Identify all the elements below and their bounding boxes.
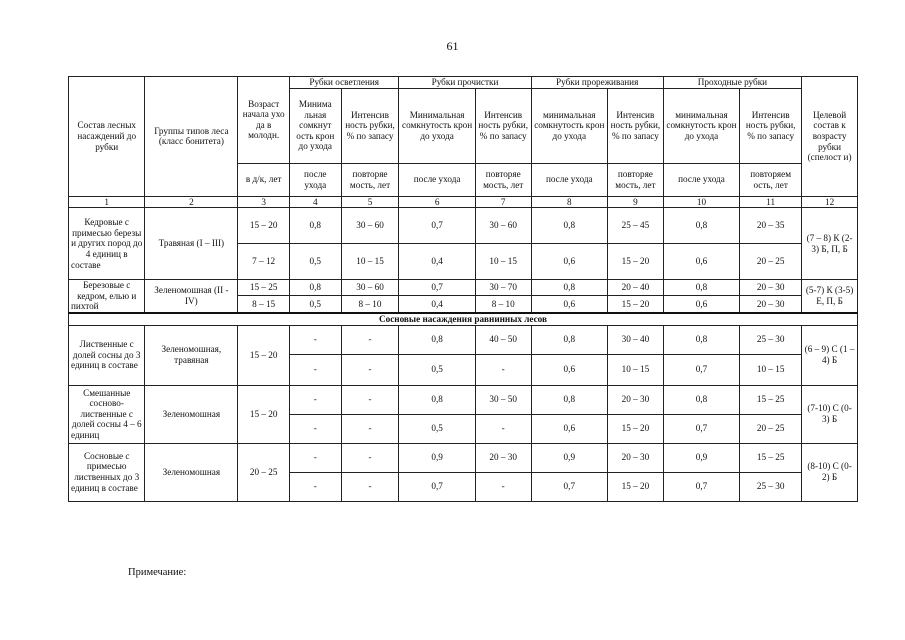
cell-value: 0,8 <box>663 325 739 354</box>
col-number: 6 <box>399 196 475 208</box>
header-c9-top: Интенсив ность рубки, % по запасу <box>608 88 664 163</box>
cell-value: 20 – 40 <box>608 280 664 296</box>
cell-value: 8 – 10 <box>341 295 399 313</box>
header-c5-top: Интенсив ность рубки, % по запасу <box>341 88 399 163</box>
cell-age: 15 – 25 <box>238 280 290 296</box>
cell-value: - <box>289 414 341 443</box>
header-composition: Состав лесных насаждений до рубки <box>69 77 145 197</box>
cell-value: 0,7 <box>399 208 475 244</box>
cell-value: 0,7 <box>531 472 607 501</box>
row-composition: Березовые с кедром, елью и пихтой <box>69 280 145 313</box>
col-number: 5 <box>341 196 399 208</box>
header-c8-top: минимальная сомкнутость крон до ухода <box>531 88 607 163</box>
cell-value: 0,7 <box>663 414 739 443</box>
col-number: 11 <box>740 196 802 208</box>
cell-value: 15 – 20 <box>608 472 664 501</box>
cell-value: 0,5 <box>289 244 341 280</box>
cell-value: 0,7 <box>399 280 475 296</box>
cell-value: - <box>289 385 341 414</box>
cell-value: 20 – 30 <box>608 443 664 472</box>
cell-value: 0,6 <box>663 244 739 280</box>
cell-value: 0,8 <box>531 208 607 244</box>
cell-value: 25 – 30 <box>740 472 802 501</box>
cell-value: 30 – 40 <box>608 325 664 354</box>
cell-value: 30 – 60 <box>341 280 399 296</box>
cell-value: 15 – 20 <box>608 295 664 313</box>
cell-value: - <box>341 325 399 354</box>
col-number: 2 <box>145 196 238 208</box>
cell-value: 0,8 <box>531 385 607 414</box>
cell-value: - <box>475 354 531 385</box>
header-group-cleaning: Рубки прочистки <box>399 77 531 89</box>
cell-value: 25 – 30 <box>740 325 802 354</box>
cell-value: - <box>475 414 531 443</box>
header-group-thinning: Рубки прореживания <box>531 77 663 89</box>
cell-value: - <box>289 354 341 385</box>
cell-value: 0,9 <box>399 443 475 472</box>
row-forest-group: Зеленомошная (II - IV) <box>145 280 238 313</box>
col-number: 8 <box>531 196 607 208</box>
cell-value: - <box>289 443 341 472</box>
header-c5-bottom: повторяе мость, лет <box>341 163 399 196</box>
row-composition: Смешанные сосново-лиственные с долей сосны 4 – 6 единиц <box>69 385 145 443</box>
cell-value: 0,8 <box>399 325 475 354</box>
cell-value: 0,8 <box>663 208 739 244</box>
cell-value: 15 – 25 <box>740 385 802 414</box>
header-c9-bottom: повторяе мость, лет <box>608 163 664 196</box>
cell-value: 0,8 <box>289 280 341 296</box>
cell-value: 8 – 10 <box>475 295 531 313</box>
cell-value: 0,8 <box>531 325 607 354</box>
cell-age: 7 – 12 <box>238 244 290 280</box>
col-number: 1 <box>69 196 145 208</box>
cell-value: 0,8 <box>399 385 475 414</box>
cell-value: 20 – 35 <box>740 208 802 244</box>
column-number-row <box>69 196 858 208</box>
cell-value: 0,6 <box>663 295 739 313</box>
header-age-start: Возраст начала ухо да в молодн. <box>238 77 290 164</box>
row-target: (6 – 9) С (1 – 4) Б <box>802 325 858 385</box>
header-c4-bottom: после ухода <box>289 163 341 196</box>
cell-value: 0,9 <box>531 443 607 472</box>
cell-value: 0,6 <box>531 414 607 443</box>
cell-value: - <box>341 354 399 385</box>
cell-value: - <box>341 385 399 414</box>
cell-age: 15 – 20 <box>238 208 290 244</box>
header-group-clarifying: Рубки осветления <box>289 77 398 89</box>
col-number: 4 <box>289 196 341 208</box>
cell-value: - <box>289 325 341 354</box>
cell-value: 40 – 50 <box>475 325 531 354</box>
cell-value: 25 – 45 <box>608 208 664 244</box>
row-target: (8-10) С (0-2) Б <box>802 443 858 501</box>
page-number: 61 <box>446 39 459 53</box>
cell-value: 10 – 15 <box>341 244 399 280</box>
row-forest-group: Зеленомошная, травяная <box>145 325 238 385</box>
cell-value: 20 – 30 <box>740 295 802 313</box>
row-forest-group: Зеленомошная <box>145 385 238 443</box>
cell-value: 30 – 60 <box>475 208 531 244</box>
cell-value: 0,4 <box>399 295 475 313</box>
cell-value: 10 – 15 <box>740 354 802 385</box>
cell-value: 15 – 25 <box>740 443 802 472</box>
header-c4-top: Минима льная сомкнут ость крон до ухода <box>289 88 341 163</box>
cell-age: 15 – 20 <box>238 385 290 443</box>
header-group-passing: Проходные рубки <box>663 77 801 89</box>
col-number: 10 <box>663 196 739 208</box>
cell-value: 0,5 <box>399 414 475 443</box>
header-c11-top: Интенсив ность рубки, % по запасу <box>740 88 802 163</box>
section-title: Сосновые насаждения равнинных лесов <box>69 313 858 325</box>
cell-value: 20 – 25 <box>740 414 802 443</box>
row-forest-group: Травяная (I – III) <box>145 208 238 280</box>
row-composition: Лиственные с долей сосны до 3 единиц в составе <box>69 325 145 385</box>
header-c7-top: Интенсив ность рубки, % по запасу <box>475 88 531 163</box>
col-number: 7 <box>475 196 531 208</box>
cell-age: 8 – 15 <box>238 295 290 313</box>
cell-age: 20 – 25 <box>238 443 290 501</box>
cell-value: 20 – 25 <box>740 244 802 280</box>
row-target: (5-7) К (3-5) Е, П, Б <box>802 280 858 313</box>
header-c10-bottom: после ухода <box>663 163 739 196</box>
cell-value: 30 – 60 <box>341 208 399 244</box>
table-row <box>69 325 858 354</box>
cell-value: - <box>475 472 531 501</box>
cell-value: 10 – 15 <box>475 244 531 280</box>
cell-value: 0,5 <box>289 295 341 313</box>
cell-value: 0,8 <box>289 208 341 244</box>
cell-value: 0,4 <box>399 244 475 280</box>
col-number: 9 <box>608 196 664 208</box>
row-forest-group: Зеленомошная <box>145 443 238 501</box>
header-c11-bottom: повторяем ость, лет <box>740 163 802 196</box>
cell-age: 15 – 20 <box>238 325 290 385</box>
header-c10-top: минимальная сомкнутость крон до ухода <box>663 88 739 163</box>
cell-value: 0,7 <box>663 472 739 501</box>
header-target-composition: Целевой состав к возрасту рубки (спелост и) <box>802 77 858 197</box>
row-target: (7 – 8) К (2-3) Б, П, Б <box>802 208 858 280</box>
header-c6-top: Минимальная сомкнутость крон до ухода <box>399 88 475 163</box>
table-row <box>69 385 858 414</box>
cell-value: - <box>341 472 399 501</box>
row-composition: Кедровые с примесью березы и других пород до 4 единиц в составе <box>69 208 145 280</box>
cell-value: - <box>341 443 399 472</box>
cell-value: 0,5 <box>399 354 475 385</box>
cell-value: 0,6 <box>531 354 607 385</box>
cell-value: 0,8 <box>531 280 607 296</box>
cell-value: 0,6 <box>531 244 607 280</box>
row-target: (7-10) С (0-3) Б <box>802 385 858 443</box>
cell-value: 0,6 <box>531 295 607 313</box>
header-c8-bottom: после ухода <box>531 163 607 196</box>
cell-value: 20 – 30 <box>475 443 531 472</box>
table-row <box>69 208 858 244</box>
cell-value: 20 – 30 <box>608 385 664 414</box>
note-label: Примечание: <box>128 567 187 578</box>
forest-care-table <box>68 76 858 502</box>
cell-value: 0,9 <box>663 443 739 472</box>
cell-value: 0,8 <box>663 385 739 414</box>
table-row <box>69 443 858 472</box>
header-c6-bottom: после ухода <box>399 163 475 196</box>
cell-value: 0,8 <box>663 280 739 296</box>
table-row <box>69 280 858 296</box>
cell-value: 0,7 <box>663 354 739 385</box>
col-number: 3 <box>238 196 290 208</box>
cell-value: 10 – 15 <box>608 354 664 385</box>
cell-value: - <box>289 472 341 501</box>
cell-value: - <box>341 414 399 443</box>
cell-value: 15 – 20 <box>608 414 664 443</box>
header-age-unit: в д/к, лет <box>238 163 290 196</box>
cell-value: 15 – 20 <box>608 244 664 280</box>
header-c7-bottom: повторяе мость, лет <box>475 163 531 196</box>
cell-value: 20 – 30 <box>740 280 802 296</box>
cell-value: 0,7 <box>399 472 475 501</box>
cell-value: 30 – 50 <box>475 385 531 414</box>
col-number: 12 <box>802 196 858 208</box>
row-composition: Сосновые с примесью лиственных до 3 единиц в составе <box>69 443 145 501</box>
header-forest-groups: Группы типов леса (класс бонитета) <box>145 77 238 197</box>
cell-value: 30 – 70 <box>475 280 531 296</box>
